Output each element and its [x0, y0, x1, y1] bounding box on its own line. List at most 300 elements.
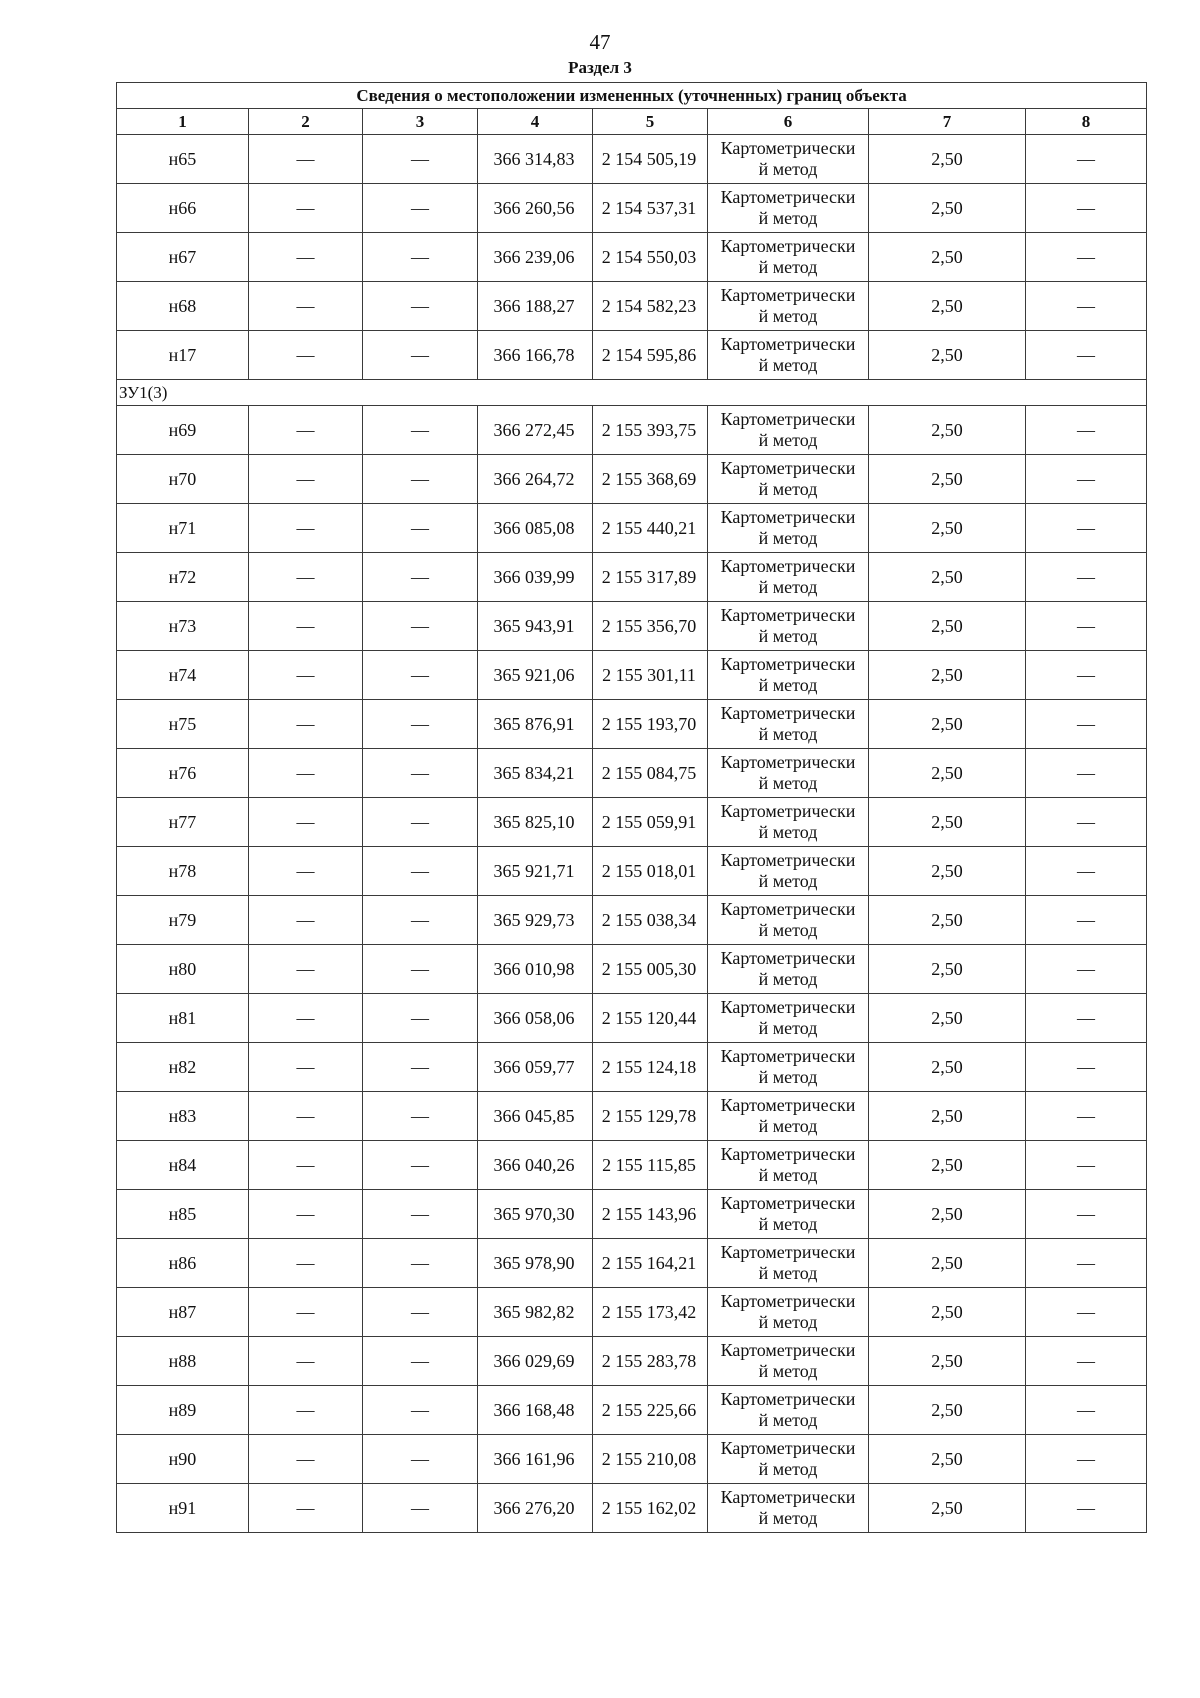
method-cell: [708, 233, 869, 282]
point-label: н73: [117, 602, 249, 651]
dash-cell: —: [363, 1337, 478, 1386]
method-line-2: й метод: [758, 1410, 818, 1430]
accuracy-value: 2,50: [869, 945, 1026, 994]
coordinate-y: 2 155 162,02: [593, 1484, 708, 1533]
coordinate-y: 2 155 143,96: [593, 1190, 708, 1239]
dash-cell: —: [363, 135, 478, 184]
method-cell: [708, 994, 869, 1043]
method-line-1: Картометрически: [720, 752, 856, 772]
coordinate-x: 366 010,98: [478, 945, 593, 994]
table-row: [117, 1141, 1147, 1190]
table-row: [117, 135, 1147, 184]
dash-cell: —: [249, 945, 363, 994]
dash-cell: —: [249, 700, 363, 749]
coordinate-x: 365 943,91: [478, 602, 593, 651]
method-line-2: й метод: [758, 724, 818, 744]
method-line-2: й метод: [758, 430, 818, 450]
method-line-1: Картометрически: [720, 409, 856, 429]
method-line-1: Картометрически: [720, 138, 856, 158]
method-cell: [708, 1337, 869, 1386]
method-line-2: й метод: [758, 1018, 818, 1038]
accuracy-value: 2,50: [869, 847, 1026, 896]
accuracy-value: 2,50: [869, 455, 1026, 504]
column-number-7: 7: [869, 109, 1026, 135]
dash-cell: —: [249, 651, 363, 700]
method-line-2: й метод: [758, 1312, 818, 1332]
method-line-1: Картометрически: [720, 1193, 856, 1213]
page-number: 47: [589, 30, 611, 54]
accuracy-value: 2,50: [869, 406, 1026, 455]
coordinate-x: 365 978,90: [478, 1239, 593, 1288]
coordinate-y: 2 155 038,34: [593, 896, 708, 945]
method-line-1: Картометрически: [720, 605, 856, 625]
coordinate-y: 2 155 059,91: [593, 798, 708, 847]
dash-cell: —: [1026, 1092, 1147, 1141]
method-line-2: й метод: [758, 626, 818, 646]
method-line-1: Картометрически: [720, 507, 856, 527]
coordinate-x: 366 045,85: [478, 1092, 593, 1141]
dash-cell: —: [1026, 1288, 1147, 1337]
dash-cell: —: [363, 1288, 478, 1337]
dash-cell: —: [1026, 1141, 1147, 1190]
dash-cell: —: [249, 1484, 363, 1533]
coordinate-y: 2 155 124,18: [593, 1043, 708, 1092]
coordinate-x: 365 825,10: [478, 798, 593, 847]
method-line-2: й метод: [758, 969, 818, 989]
coordinate-x: 366 314,83: [478, 135, 593, 184]
coordinate-y: 2 155 356,70: [593, 602, 708, 651]
method-line-2: й метод: [758, 479, 818, 499]
method-line-1: Картометрически: [720, 1095, 856, 1115]
table-body: [117, 135, 1147, 1533]
point-label: н82: [117, 1043, 249, 1092]
table-row: [117, 282, 1147, 331]
coordinate-y: 2 155 440,21: [593, 504, 708, 553]
method-cell: [708, 504, 869, 553]
dash-cell: —: [1026, 1043, 1147, 1092]
method-line-1: Картометрически: [720, 236, 856, 256]
dash-cell: —: [249, 1239, 363, 1288]
column-number-2: 2: [249, 109, 363, 135]
method-line-1: Картометрически: [720, 948, 856, 968]
dash-cell: —: [363, 798, 478, 847]
method-line-1: Картометрически: [720, 1389, 856, 1409]
method-line-1: Картометрически: [720, 556, 856, 576]
dash-cell: —: [363, 1484, 478, 1533]
method-cell: [708, 749, 869, 798]
dash-cell: —: [363, 184, 478, 233]
dash-cell: —: [363, 233, 478, 282]
method-line-2: й метод: [758, 1459, 818, 1479]
dash-cell: —: [363, 1190, 478, 1239]
accuracy-value: 2,50: [869, 1190, 1026, 1239]
dash-cell: —: [363, 700, 478, 749]
coordinate-x: 366 085,08: [478, 504, 593, 553]
method-cell: [708, 331, 869, 380]
method-line-2: й метод: [758, 257, 818, 277]
coordinate-x: 365 876,91: [478, 700, 593, 749]
point-label: н80: [117, 945, 249, 994]
point-label: н90: [117, 1435, 249, 1484]
point-label: н70: [117, 455, 249, 504]
dash-cell: —: [1026, 798, 1147, 847]
table-row: [117, 700, 1147, 749]
table-row: [117, 1337, 1147, 1386]
coordinate-y: 2 155 164,21: [593, 1239, 708, 1288]
dash-cell: —: [249, 455, 363, 504]
point-label: н81: [117, 994, 249, 1043]
method-line-1: Картометрически: [720, 850, 856, 870]
table-row: [117, 553, 1147, 602]
point-label: н79: [117, 896, 249, 945]
dash-cell: —: [363, 847, 478, 896]
method-cell: [708, 1092, 869, 1141]
dash-cell: —: [1026, 1435, 1147, 1484]
point-label: н83: [117, 1092, 249, 1141]
coordinate-x: 366 040,26: [478, 1141, 593, 1190]
method-line-1: Картометрически: [720, 1046, 856, 1066]
dash-cell: —: [249, 1043, 363, 1092]
coordinate-y: 2 155 368,69: [593, 455, 708, 504]
dash-cell: —: [1026, 1239, 1147, 1288]
accuracy-value: 2,50: [869, 994, 1026, 1043]
accuracy-value: 2,50: [869, 1435, 1026, 1484]
coordinate-y: 2 155 129,78: [593, 1092, 708, 1141]
point-label: н72: [117, 553, 249, 602]
method-line-2: й метод: [758, 1116, 818, 1136]
dash-cell: —: [249, 1092, 363, 1141]
method-line-1: Картометрически: [720, 1291, 856, 1311]
dash-cell: —: [1026, 455, 1147, 504]
table-row: [117, 1239, 1147, 1288]
method-line-2: й метод: [758, 1361, 818, 1381]
dash-cell: —: [1026, 184, 1147, 233]
dash-cell: —: [363, 1043, 478, 1092]
method-cell: [708, 406, 869, 455]
table-row: [117, 331, 1147, 380]
method-cell: [708, 602, 869, 651]
accuracy-value: 2,50: [869, 282, 1026, 331]
dash-cell: —: [249, 135, 363, 184]
coordinate-y: 2 155 317,89: [593, 553, 708, 602]
column-number-4: 4: [478, 109, 593, 135]
coordinate-x: 366 059,77: [478, 1043, 593, 1092]
dash-cell: —: [1026, 896, 1147, 945]
dash-cell: —: [363, 994, 478, 1043]
method-line-1: Картометрически: [720, 1438, 856, 1458]
dash-cell: —: [363, 1092, 478, 1141]
table-row: [117, 233, 1147, 282]
table-row: [117, 1288, 1147, 1337]
dash-cell: —: [363, 553, 478, 602]
coordinate-y: 2 154 550,03: [593, 233, 708, 282]
method-cell: [708, 651, 869, 700]
group-row: [117, 380, 1147, 406]
coordinate-x: 366 260,56: [478, 184, 593, 233]
method-cell: [708, 798, 869, 847]
accuracy-value: 2,50: [869, 553, 1026, 602]
method-line-2: й метод: [758, 675, 818, 695]
dash-cell: —: [1026, 406, 1147, 455]
accuracy-value: 2,50: [869, 1288, 1026, 1337]
coordinates-table: [116, 82, 1147, 1533]
dash-cell: —: [249, 847, 363, 896]
method-line-2: й метод: [758, 1263, 818, 1283]
dash-cell: —: [363, 945, 478, 994]
dash-cell: —: [249, 896, 363, 945]
method-line-2: й метод: [758, 208, 818, 228]
coordinate-y: 2 155 173,42: [593, 1288, 708, 1337]
method-line-1: Картометрически: [720, 703, 856, 723]
method-line-2: й метод: [758, 920, 818, 940]
dash-cell: —: [1026, 1484, 1147, 1533]
coordinate-x: 366 239,06: [478, 233, 593, 282]
dash-cell: —: [1026, 233, 1147, 282]
dash-cell: —: [363, 602, 478, 651]
dash-cell: —: [363, 749, 478, 798]
dash-cell: —: [1026, 700, 1147, 749]
dash-cell: —: [363, 1435, 478, 1484]
point-label: н66: [117, 184, 249, 233]
method-line-2: й метод: [758, 1165, 818, 1185]
accuracy-value: 2,50: [869, 331, 1026, 380]
table-row: [117, 994, 1147, 1043]
method-line-1: Картометрически: [720, 1487, 856, 1507]
accuracy-value: 2,50: [869, 749, 1026, 798]
table-row: [117, 1092, 1147, 1141]
dash-cell: —: [249, 282, 363, 331]
dash-cell: —: [249, 1337, 363, 1386]
method-cell: [708, 847, 869, 896]
point-label: н65: [117, 135, 249, 184]
accuracy-value: 2,50: [869, 1092, 1026, 1141]
point-label: н88: [117, 1337, 249, 1386]
accuracy-value: 2,50: [869, 1484, 1026, 1533]
method-line-2: й метод: [758, 822, 818, 842]
dash-cell: —: [1026, 1337, 1147, 1386]
dash-cell: —: [1026, 994, 1147, 1043]
method-cell: [708, 1239, 869, 1288]
dash-cell: —: [249, 233, 363, 282]
point-label: н85: [117, 1190, 249, 1239]
point-label: н67: [117, 233, 249, 282]
accuracy-value: 2,50: [869, 135, 1026, 184]
dash-cell: —: [249, 1190, 363, 1239]
coordinate-y: 2 155 084,75: [593, 749, 708, 798]
accuracy-value: 2,50: [869, 1239, 1026, 1288]
dash-cell: —: [1026, 331, 1147, 380]
point-label: н71: [117, 504, 249, 553]
method-cell: [708, 1435, 869, 1484]
table-row: [117, 406, 1147, 455]
dash-cell: —: [249, 749, 363, 798]
method-cell: [708, 896, 869, 945]
dash-cell: —: [249, 1288, 363, 1337]
point-label: н77: [117, 798, 249, 847]
method-line-1: Картометрически: [720, 654, 856, 674]
dash-cell: —: [363, 1239, 478, 1288]
accuracy-value: 2,50: [869, 504, 1026, 553]
coordinate-y: 2 155 120,44: [593, 994, 708, 1043]
coordinate-y: 2 155 115,85: [593, 1141, 708, 1190]
column-number-1: 1: [117, 109, 249, 135]
section-title: Раздел 3: [568, 58, 632, 77]
dash-cell: —: [363, 331, 478, 380]
coordinate-x: 366 029,69: [478, 1337, 593, 1386]
coordinate-y: 2 154 537,31: [593, 184, 708, 233]
method-cell: [708, 282, 869, 331]
accuracy-value: 2,50: [869, 602, 1026, 651]
accuracy-value: 2,50: [869, 1337, 1026, 1386]
coordinate-x: 366 161,96: [478, 1435, 593, 1484]
coordinate-y: 2 155 005,30: [593, 945, 708, 994]
table-row: [117, 1386, 1147, 1435]
coordinate-x: 365 970,30: [478, 1190, 593, 1239]
method-line-1: Картометрически: [720, 1242, 856, 1262]
column-number-5: 5: [593, 109, 708, 135]
dash-cell: —: [1026, 847, 1147, 896]
method-line-2: й метод: [758, 355, 818, 375]
method-cell: [708, 1043, 869, 1092]
coordinate-x: 365 921,71: [478, 847, 593, 896]
accuracy-value: 2,50: [869, 1043, 1026, 1092]
dash-cell: —: [363, 406, 478, 455]
method-cell: [708, 1386, 869, 1435]
group-label: ЗУ1(3): [117, 380, 1147, 406]
method-cell: [708, 1484, 869, 1533]
table-row: [117, 1435, 1147, 1484]
method-cell: [708, 1190, 869, 1239]
coordinate-x: 366 264,72: [478, 455, 593, 504]
table-row: [117, 651, 1147, 700]
method-cell: [708, 945, 869, 994]
coordinate-x: 366 276,20: [478, 1484, 593, 1533]
table-row: [117, 896, 1147, 945]
coordinate-x: 365 921,06: [478, 651, 593, 700]
dash-cell: —: [363, 651, 478, 700]
column-number-8: 8: [1026, 109, 1147, 135]
point-label: н76: [117, 749, 249, 798]
accuracy-value: 2,50: [869, 651, 1026, 700]
dash-cell: —: [249, 994, 363, 1043]
dash-cell: —: [249, 1386, 363, 1435]
dash-cell: —: [249, 331, 363, 380]
column-number-row: [117, 109, 1147, 135]
coordinate-x: 366 272,45: [478, 406, 593, 455]
dash-cell: —: [1026, 1190, 1147, 1239]
method-cell: [708, 184, 869, 233]
point-label: н84: [117, 1141, 249, 1190]
coordinate-x: 365 982,82: [478, 1288, 593, 1337]
table-row: [117, 602, 1147, 651]
method-line-1: Картометрически: [720, 458, 856, 478]
method-line-2: й метод: [758, 577, 818, 597]
column-number-3: 3: [363, 109, 478, 135]
coordinate-y: 2 155 301,11: [593, 651, 708, 700]
table-row: [117, 749, 1147, 798]
table-caption: Сведения о местоположении измененных (уточненных) границ объекта: [117, 83, 1147, 109]
dash-cell: —: [249, 553, 363, 602]
accuracy-value: 2,50: [869, 700, 1026, 749]
table-row: [117, 847, 1147, 896]
coordinate-y: 2 155 018,01: [593, 847, 708, 896]
dash-cell: —: [363, 282, 478, 331]
accuracy-value: 2,50: [869, 1386, 1026, 1435]
method-line-2: й метод: [758, 1214, 818, 1234]
coordinate-x: 366 166,78: [478, 331, 593, 380]
dash-cell: —: [1026, 553, 1147, 602]
accuracy-value: 2,50: [869, 233, 1026, 282]
point-label: н87: [117, 1288, 249, 1337]
coordinate-x: 365 929,73: [478, 896, 593, 945]
coordinate-y: 2 155 193,70: [593, 700, 708, 749]
coordinate-x: 365 834,21: [478, 749, 593, 798]
coordinate-x: 366 039,99: [478, 553, 593, 602]
dash-cell: —: [1026, 1386, 1147, 1435]
method-cell: [708, 1288, 869, 1337]
point-label: н75: [117, 700, 249, 749]
dash-cell: —: [1026, 945, 1147, 994]
method-line-1: Картометрически: [720, 801, 856, 821]
coordinate-y: 2 154 582,23: [593, 282, 708, 331]
dash-cell: —: [249, 504, 363, 553]
table-row: [117, 504, 1147, 553]
point-label: н86: [117, 1239, 249, 1288]
method-line-1: Картометрически: [720, 997, 856, 1017]
method-line-2: й метод: [758, 871, 818, 891]
method-cell: [708, 1141, 869, 1190]
dash-cell: —: [1026, 602, 1147, 651]
method-line-2: й метод: [758, 528, 818, 548]
method-line-1: Картометрически: [720, 285, 856, 305]
dash-cell: —: [1026, 651, 1147, 700]
accuracy-value: 2,50: [869, 896, 1026, 945]
column-number-6: 6: [708, 109, 869, 135]
dash-cell: —: [249, 1141, 363, 1190]
dash-cell: —: [1026, 504, 1147, 553]
table-row: [117, 184, 1147, 233]
coordinate-x: 366 058,06: [478, 994, 593, 1043]
table-row: [117, 455, 1147, 504]
dash-cell: —: [249, 1435, 363, 1484]
point-label: н89: [117, 1386, 249, 1435]
coordinate-y: 2 154 595,86: [593, 331, 708, 380]
point-label: н69: [117, 406, 249, 455]
method-line-2: й метод: [758, 773, 818, 793]
method-line-1: Картометрически: [720, 187, 856, 207]
coordinate-y: 2 155 225,66: [593, 1386, 708, 1435]
dash-cell: —: [249, 184, 363, 233]
table-row: [117, 798, 1147, 847]
dash-cell: —: [363, 504, 478, 553]
dash-cell: —: [363, 1386, 478, 1435]
dash-cell: —: [363, 1141, 478, 1190]
method-line-2: й метод: [758, 306, 818, 326]
dash-cell: —: [249, 406, 363, 455]
table-row: [117, 945, 1147, 994]
coordinate-x: 366 188,27: [478, 282, 593, 331]
point-label: н91: [117, 1484, 249, 1533]
method-cell: [708, 455, 869, 504]
coordinate-y: 2 155 283,78: [593, 1337, 708, 1386]
dash-cell: —: [363, 896, 478, 945]
accuracy-value: 2,50: [869, 184, 1026, 233]
dash-cell: —: [1026, 135, 1147, 184]
accuracy-value: 2,50: [869, 798, 1026, 847]
method-line-2: й метод: [758, 159, 818, 179]
table-row: [117, 1043, 1147, 1092]
method-cell: [708, 135, 869, 184]
